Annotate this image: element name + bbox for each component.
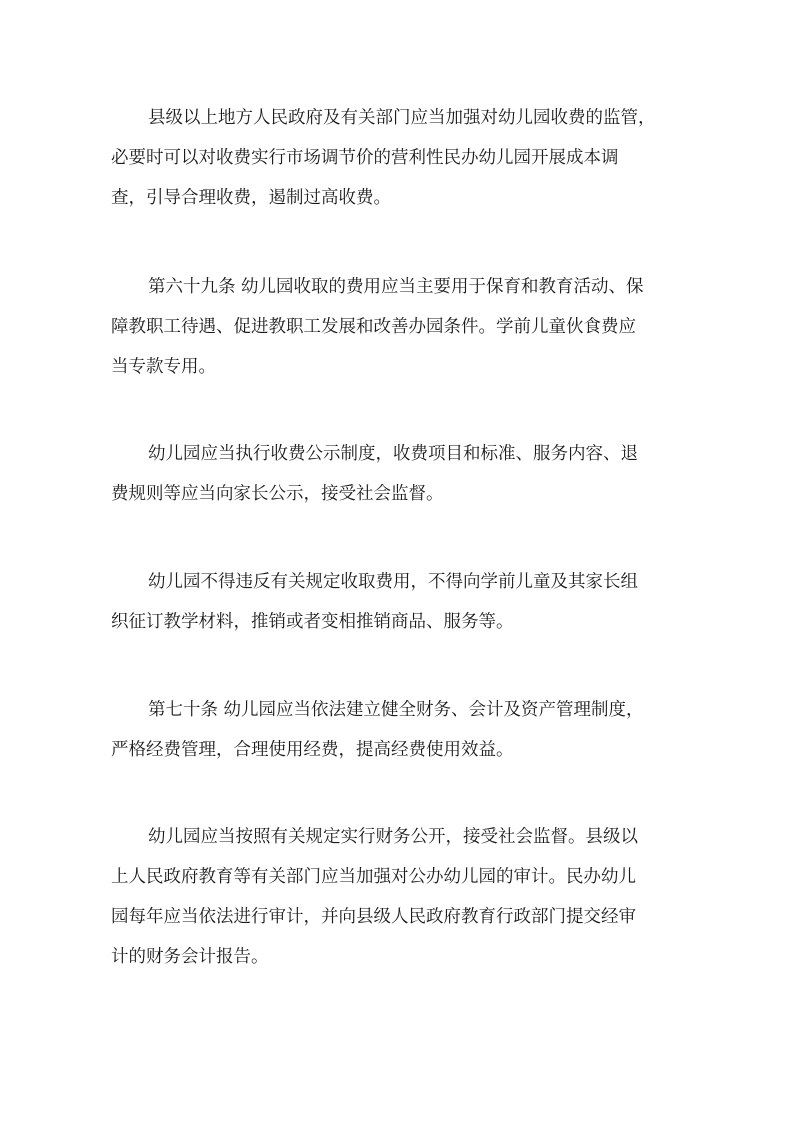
- paragraph-line: 幼儿园不得违反有关规定收取费用，不得向学前儿童及其家长组: [148, 572, 638, 592]
- paragraph-line: 第六十九条 幼儿园收取的费用应当主要用于保育和教育活动、保: [148, 277, 644, 297]
- paragraph-line: 幼儿园应当执行收费公示制度，收费项目和标准、服务内容、退: [148, 444, 638, 464]
- paragraph-fee-supervision: [111, 98, 691, 218]
- paragraph-line: 幼儿园应当按照有关规定实行财务公开，接受社会监督。县级以: [148, 827, 638, 847]
- paragraph-line: 严格经费管理，合理使用经费，提高经费使用效益。: [111, 740, 514, 760]
- paragraph-fee-prohibitions: [111, 562, 691, 642]
- paragraph-article-69: [111, 267, 691, 387]
- paragraph-fee-disclosure: [111, 434, 691, 514]
- paragraph-line: 上人民政府教育等有关部门应当加强对公办幼儿园的审计。民办幼儿: [111, 867, 636, 887]
- paragraph-line: 计的财务会计报告。: [111, 947, 269, 967]
- paragraph-line: 当专款专用。: [111, 357, 216, 377]
- paragraph-line: 查，引导合理收费，遏制过高收费。: [111, 188, 391, 208]
- paragraph-article-70: [111, 690, 691, 770]
- paragraph-line: 第七十条 幼儿园应当依法建立健全财务、会计及资产管理制度，: [148, 700, 644, 720]
- paragraph-line: 费规则等应当向家长公示，接受社会监督。: [111, 484, 444, 504]
- paragraph-line: 障教职工待遇、促进教职工发展和改善办园条件。学前儿童伙食费应: [111, 317, 636, 337]
- paragraph-line: 园每年应当依法进行审计，并向县级人民政府教育行政部门提交经审: [111, 907, 636, 927]
- paragraph-line: 县级以上地方人民政府及有关部门应当加强对幼儿园收费的监管，: [148, 108, 656, 128]
- paragraph-line: 织征订教学材料，推销或者变相推销商品、服务等。: [111, 612, 514, 632]
- paragraph-financial-audit: [111, 817, 691, 977]
- paragraph-line: 必要时可以对收费实行市场调节价的营利性民办幼儿园开展成本调: [111, 148, 619, 168]
